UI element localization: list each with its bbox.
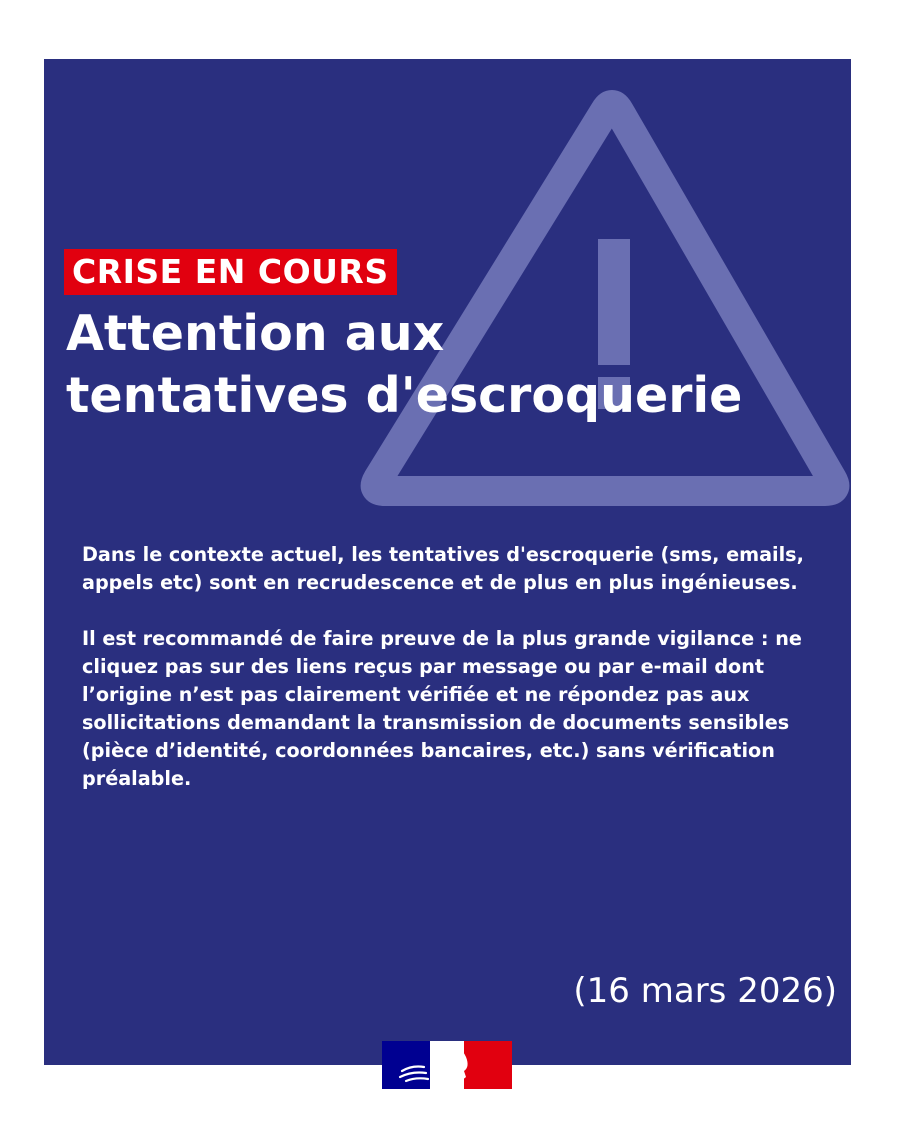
title-line-1: Attention aux bbox=[66, 305, 445, 362]
republique-francaise-logo bbox=[382, 1041, 512, 1089]
crisis-badge: CRISE EN COURS bbox=[64, 249, 397, 295]
message-body bbox=[82, 541, 842, 821]
page-title bbox=[66, 303, 846, 427]
alert-panel bbox=[44, 59, 851, 1065]
message-paragraph-2: Il est recommandé de faire preuve de la plus grande vigilance : ne cliquez pas sur des liens reçus par message ou par e-mail dont l’origine n’est pas clairement vérifiée et ne répondez pas aux sollicitations demandant la transmission de documents sensibles (pièce d’identité, coordonnées bancaires, etc.) sans vérification préalable. bbox=[82, 627, 802, 790]
title-line-2: tentatives d'escroquerie bbox=[66, 367, 743, 424]
publication-date: (16 mars 2026) bbox=[573, 971, 837, 1011]
message-paragraph-1: Dans le contexte actuel, les tentatives d'escroquerie (sms, emails, appels etc) sont en recrudescence et de plus en plus ingénieuses. bbox=[82, 543, 804, 594]
